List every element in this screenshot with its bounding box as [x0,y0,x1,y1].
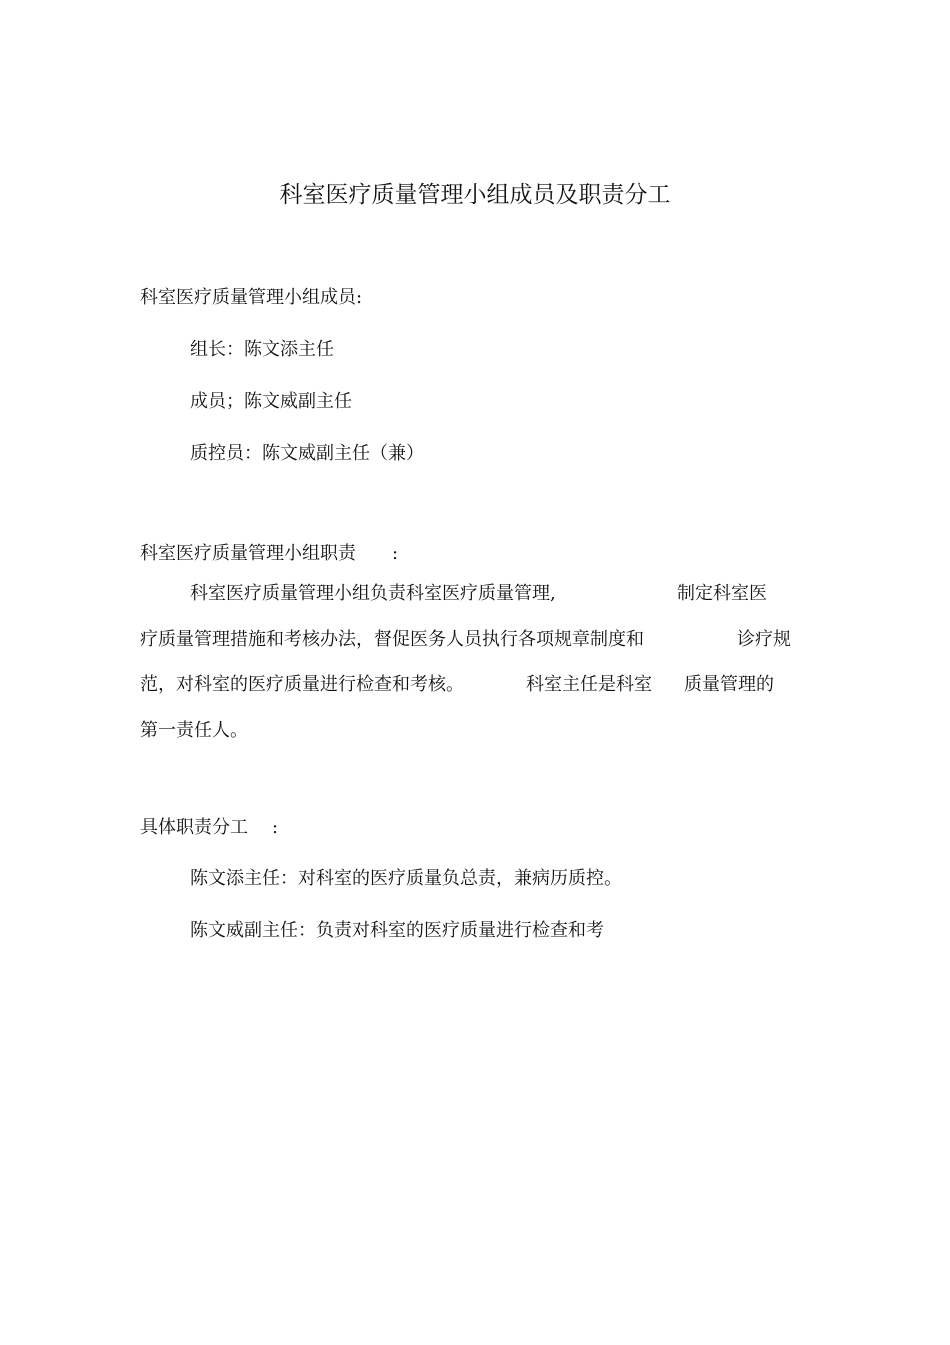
paragraph-segment: 疗质量管理措施和考核办法，督促医务人员执行各项规章制度和 [140,629,644,650]
paragraph-segment: 质量管理的 [684,674,774,695]
paragraph-segment: 科室主任是科室 [526,674,652,695]
paragraph-segment: 第一责任人。 [140,720,248,741]
division-item: 陈文威副主任：负责对科室的医疗质量进行检查和考 [190,920,604,941]
paragraph-segment: 范，对科室的医疗质量进行检查和考核。 [140,674,464,695]
member-item: 成员；陈文威副主任 [190,391,352,412]
duties-heading: 科室医疗质量管理小组职责 [140,543,356,564]
division-item: 陈文添主任：对科室的医疗质量负总责，兼病历质控。 [190,868,622,889]
duties-heading-colon: : [392,543,399,564]
document-title: 科室医疗质量管理小组成员及职责分工 [279,182,671,208]
member-item: 质控员：陈文威副主任（兼） [190,443,424,464]
division-heading: 具体职责分工 [140,817,248,838]
paragraph-segment: 诊疗规 [737,629,791,650]
division-heading-colon: : [272,817,279,838]
member-item: 组长：陈文添主任 [190,339,334,360]
members-heading: 科室医疗质量管理小组成员: [140,287,363,308]
paragraph-segment: 科室医疗质量管理小组负责科室医疗质量管理, [190,583,556,604]
paragraph-segment: 制定科室医 [677,583,767,604]
